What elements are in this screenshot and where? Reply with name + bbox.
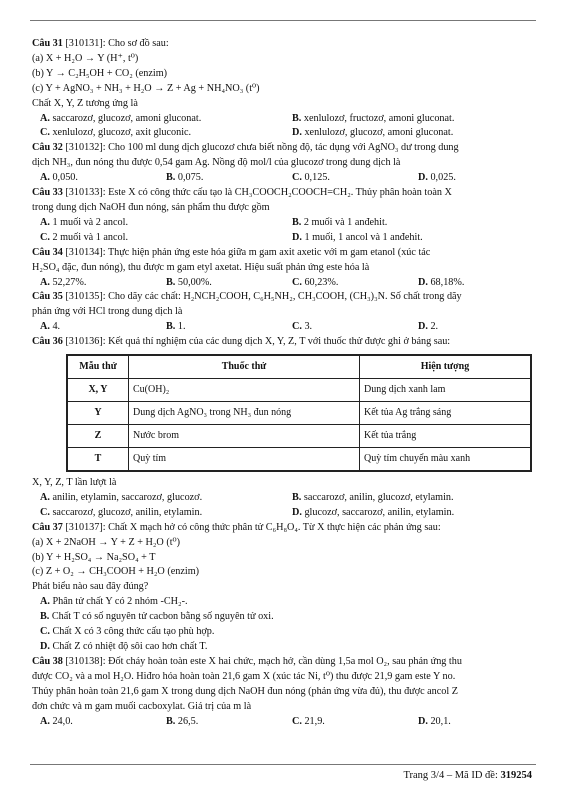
option-a: A. 4. [40, 321, 61, 333]
question-text: [310137]: Chất X mạch hở có công thức phân tử C₆H₈O₄. Từ X thực hiện các phản ứng sau: [62, 521, 441, 533]
option-c: C. 0,125. [292, 172, 330, 184]
question-text: [310136]: Kết quả thí nghiệm của các dung dịch X, Y, Z, T với thuốc thử được ghi ở bảng sau: [62, 336, 451, 348]
table-cell: Quỳ tím chuyển màu xanh [360, 448, 532, 472]
table-cell: Quỳ tím [129, 448, 360, 472]
question-text: [310135]: Cho dãy các chất: H₂NCH₂COOH, C₆H₅NH₂, CH₃COOH, (CH₃)₃N. Số chất trong dãy [62, 291, 462, 303]
option-b: B. saccarozơ, anilin, glucozơ, etylamin. [292, 491, 454, 503]
question-text: [310138]: Đốt cháy hoàn toàn este X hai chức, mạch hở, cần dùng 1,5a mol O₂, sau phản ứng thu [62, 655, 462, 667]
table-cell: Dung dịch AgNO₃ trong NH₃ đun nóng [129, 402, 360, 425]
option-c: C. 60,23%. [292, 276, 339, 288]
table-cell: Dung dịch xanh lam [360, 379, 532, 402]
table-cell: Z [67, 425, 129, 448]
option-b: B. 2 muối và 1 anđehit. [292, 216, 388, 228]
reaction-c: (c) Z + O₂ → CH₃COOH + H₂O (enzim) [32, 566, 200, 578]
question-35 [32, 290, 536, 335]
table-cell: T [67, 448, 129, 472]
option-a: A. 24,0. [40, 715, 73, 727]
question-37 [32, 521, 536, 655]
table-cell: Y [67, 402, 129, 425]
question-38 [32, 655, 536, 730]
reaction-a: (a) X + 2NaOH → Y + Z + H₂O (t⁰) [32, 536, 181, 548]
table-row [67, 379, 531, 402]
exam-id: 319254 [500, 770, 532, 781]
question-label: Câu 34 [32, 246, 63, 258]
question-text-cont: Thủy phân hoàn toàn 21,6 gam X trong dung dịch NaOH đun nóng (phản ứng vừa đủ), thu được ancol Z [32, 685, 458, 697]
table-row [67, 425, 531, 448]
question-text: [310134]: Thực hiện phản ứng este hóa giữa m gam axit axetic với m gam etanol (xúc tác [62, 246, 431, 258]
option-c: C. xenlulozơ, glucozơ, axit gluconic. [40, 127, 192, 139]
option-b: B. xenlulozơ, fructozơ, amoni gluconat. [292, 112, 455, 124]
question-33 [32, 186, 536, 246]
option-b: B. 50,00%. [166, 276, 212, 288]
option-c: C. saccarozơ, glucozơ, anilin, etylamin. [40, 506, 203, 518]
option-b: B. 0,075. [166, 172, 204, 184]
table-cell: Nước brom [129, 425, 360, 448]
option-d: D. xenlulozơ, glucozơ, amoni gluconat. [292, 127, 454, 139]
question-text-cont: đơn chức và m gam muối cacboxylat. Giá trị của m là [32, 700, 252, 712]
option-d: D. Chất Z có nhiệt độ sôi cao hơn chất T. [40, 641, 208, 652]
question-label: Câu 37 [32, 521, 63, 533]
page-footer [403, 770, 532, 781]
option-b: B. Chất T có số nguyên tử cacbon bằng số nguyên tử oxi. [40, 611, 274, 623]
option-d: D. glucozơ, saccarozơ, anilin, etylamin. [292, 506, 455, 518]
results-table [66, 354, 532, 472]
question-prompt: Phát biểu nào sau đây đúng? [32, 581, 149, 593]
table-header: Thuốc thử [129, 355, 360, 379]
question-label: Câu 38 [32, 655, 63, 667]
option-d: D. 20,1. [418, 715, 451, 727]
question-36 [32, 335, 536, 521]
question-prompt: X, Y, Z, T lần lượt là [32, 477, 117, 489]
question-34 [32, 246, 536, 291]
question-text-cont: H₂SO₄ đặc, đun nóng), thu được m gam etyl axetat. Hiệu suất phản ứng este hóa là [32, 261, 370, 273]
question-text: [310131]: Cho sơ đồ sau: [62, 38, 169, 49]
option-a: A. 1 muối và 2 ancol. [40, 216, 128, 228]
table-cell: X, Y [67, 379, 129, 402]
option-b: B. 26,5. [166, 715, 199, 727]
header-rule [30, 20, 536, 21]
option-a: A. saccarozơ, glucozơ, amoni gluconat. [40, 112, 202, 124]
table-cell: Kết tủa Ag trắng sáng [360, 402, 532, 425]
option-c: C. 2 muối và 1 ancol. [40, 231, 128, 243]
question-text-cont: dịch NH₃, đun nóng thu được 0,54 gam Ag. Nồng độ mol/l của glucozơ trong dung dịch là [32, 157, 401, 169]
option-a: A. Phân tử chất Y có 2 nhóm -CH₂-. [40, 596, 188, 608]
option-d: D. 68,18%. [418, 276, 465, 288]
table-cell: Cu(OH)₂ [129, 379, 360, 402]
reaction-b: (b) Y + H₂SO₄ → Na₂SO₄ + T [32, 551, 156, 563]
reaction-c: (c) Y + AgNO₃ + NH₃ + H₂O → Z + Ag + NH₄NO₃ (t⁰) [32, 82, 260, 94]
option-c: C. 21,9. [292, 715, 325, 727]
option-a: A. 0,050. [40, 172, 78, 184]
question-text-cont: phản ứng với HCl trong dung dịch là [32, 306, 183, 318]
option-c: C. Chất X có 3 công thức cấu tạo phù hợp. [40, 626, 215, 638]
reaction-a: (a) X + H₂O → Y (H⁺, t⁰) [32, 52, 139, 64]
option-a: A. 52,27%. [40, 276, 87, 288]
option-b: B. 1. [166, 321, 186, 333]
table-header: Hiện tượng [360, 355, 532, 379]
document-body [32, 37, 536, 729]
table-header: Mẫu thử [67, 355, 129, 379]
question-text: [310132]: Cho 100 ml dung dịch glucozơ chưa biết nồng độ, tác dụng với AgNO₃ dư trong dung [62, 142, 459, 154]
question-label: Câu 31 [32, 38, 63, 49]
table-header-row [67, 355, 531, 379]
footer-rule [30, 764, 536, 765]
question-32 [32, 141, 536, 186]
option-d: D. 2. [418, 321, 439, 333]
page-number: Trang 3/4 – Mã ID đề: [403, 770, 501, 781]
question-text-cont: được CO₂ và a mol H₂O. Hiđro hóa hoàn toàn 21,6 gam X (xúc tác Ni, t⁰) thu được 21,9 gam este Y no. [32, 670, 456, 682]
option-d: D. 0,025. [418, 172, 456, 184]
table-row [67, 448, 531, 472]
question-text-cont: trong dung dịch NaOH đun nóng, sản phẩm thu được gồm [32, 201, 270, 213]
option-d: D. 1 muối, 1 ancol và 1 anđehit. [292, 231, 423, 243]
reaction-b: (b) Y → C₂H₅OH + CO₂ (enzim) [32, 67, 168, 79]
question-prompt: Chất X, Y, Z tương ứng là [32, 97, 138, 109]
question-31 [32, 37, 536, 141]
table-cell: Kết tủa trắng [360, 425, 532, 448]
question-label: Câu 32 [32, 142, 63, 154]
question-text: [310133]: Este X có công thức cấu tạo là CH₃COOCH₂COOCH=CH₂. Thủy phân hoàn toàn X [62, 187, 452, 199]
table-row [67, 402, 531, 425]
question-label: Câu 35 [32, 291, 63, 303]
option-a: A. anilin, etylamin, saccarozơ, glucozơ. [40, 491, 203, 503]
option-c: C. 3. [292, 321, 313, 333]
question-label: Câu 36 [32, 336, 63, 348]
question-label: Câu 33 [32, 187, 63, 199]
